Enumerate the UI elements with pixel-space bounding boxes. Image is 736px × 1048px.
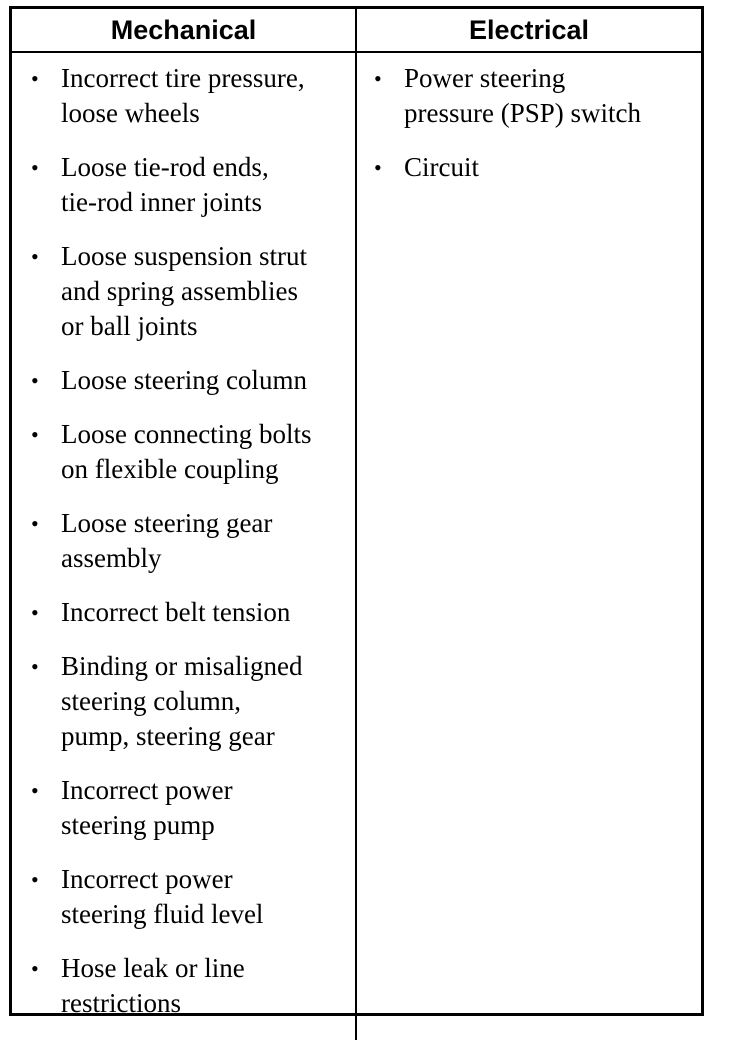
bullet-icon: • [31, 244, 39, 269]
bullet-icon: • [374, 155, 382, 180]
list-item-line: or ball joints [61, 311, 198, 341]
bullet-icon: • [31, 867, 39, 892]
bullet-icon: • [31, 155, 39, 180]
bullet-icon: • [31, 600, 39, 625]
list-item-line: steering pump [61, 810, 215, 840]
list-item-line: steering fluid level [61, 899, 264, 929]
list-item [12, 61, 355, 131]
list-item-line: assembly [61, 543, 162, 573]
list-item [12, 951, 355, 1021]
bullet-icon: • [31, 778, 39, 803]
list-item [12, 417, 355, 487]
list-item-line: Binding or misaligned [61, 651, 303, 681]
list-item-line: Incorrect power [61, 864, 233, 894]
list-item [12, 506, 355, 576]
list-item-line: restrictions [61, 988, 181, 1018]
list-item-line: pressure (PSP) switch [404, 98, 641, 128]
list-item-line: Loose steering gear [61, 508, 273, 538]
bullet-icon: • [374, 66, 382, 91]
list-item-line: Power steering [404, 63, 566, 93]
list-item-line: on flexible coupling [61, 454, 279, 484]
bullet-icon: • [31, 66, 39, 91]
list-item-line: steering column, [61, 686, 241, 716]
list-item [12, 862, 355, 932]
list-item [357, 150, 701, 185]
list-item [12, 773, 355, 843]
bullet-icon: • [31, 368, 39, 393]
list-item-line: Circuit [404, 152, 479, 182]
list-item-line: Loose steering column [61, 365, 307, 395]
electrical-list [357, 61, 701, 185]
mechanical-list [12, 61, 355, 1021]
list-item [357, 61, 701, 131]
electrical-column [357, 53, 701, 1040]
mechanical-column [12, 53, 357, 1040]
list-item-line: Incorrect tire pressure, [61, 63, 305, 93]
list-item-line: Incorrect belt tension [61, 597, 291, 627]
list-item [12, 363, 355, 398]
diagnosis-table [9, 6, 704, 1016]
bullet-icon: • [31, 654, 39, 679]
list-item-line: Hose leak or line [61, 953, 245, 983]
bullet-icon: • [31, 956, 39, 981]
list-item [12, 649, 355, 754]
header-mechanical: Mechanical [12, 9, 357, 53]
list-item-line: loose wheels [61, 98, 200, 128]
bullet-icon: • [31, 422, 39, 447]
list-item-line: pump, steering gear [61, 721, 275, 751]
list-item [12, 595, 355, 630]
list-item-line: and spring assemblies [61, 276, 298, 306]
list-item-line: Loose connecting bolts [61, 419, 312, 449]
list-item-line: Loose tie-rod ends, [61, 152, 269, 182]
list-item-line: Loose suspension strut [61, 241, 307, 271]
bullet-icon: • [31, 511, 39, 536]
list-item [12, 239, 355, 344]
list-item [12, 150, 355, 220]
list-item-line: tie-rod inner joints [61, 187, 262, 217]
list-item-line: Incorrect power [61, 775, 233, 805]
header-electrical: Electrical [357, 9, 701, 53]
